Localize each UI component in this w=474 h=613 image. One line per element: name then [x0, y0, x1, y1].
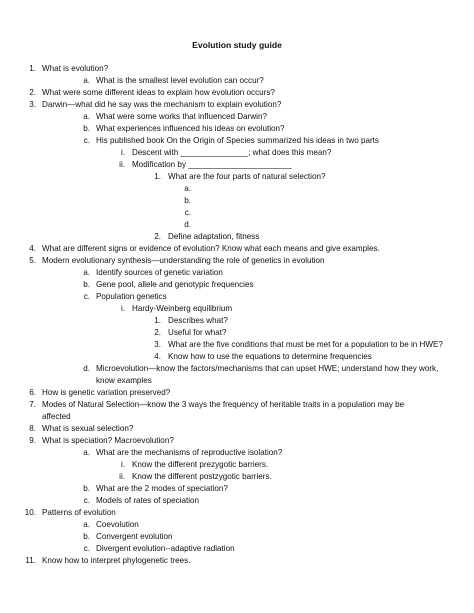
- item-marker: 4.: [154, 352, 161, 361]
- item-text: Modification by _______________________: [132, 160, 292, 169]
- item-marker: b.: [83, 532, 90, 541]
- item-text: What were some works that influenced Darwin?: [96, 112, 267, 121]
- item-marker: a.: [83, 76, 90, 85]
- item-text: What is sexual selection?: [42, 424, 134, 433]
- item-text: What were some different ideas to explain how evolution occurs?: [42, 88, 275, 97]
- item-text: Know the different postzygotic barriers.: [132, 472, 272, 481]
- item-text: Patterns of evolution: [42, 508, 116, 517]
- item-text: Describes what?: [168, 316, 228, 325]
- item-text: Modes of Natural Selection—know the 3 ways the frequency of heritable traits in a population may be: [42, 400, 405, 409]
- item-marker: c.: [184, 208, 191, 217]
- item-marker: c.: [83, 544, 90, 553]
- item-text: Models of rates of speciation: [96, 496, 200, 505]
- item-marker: b.: [83, 280, 90, 289]
- item-text: Microevolution—know the factors/mechanisms that can upset HWE; understand how they work,: [96, 364, 439, 373]
- item-marker: 7.: [29, 400, 36, 409]
- item-marker: i.: [120, 460, 125, 469]
- item-marker: 8.: [29, 424, 36, 433]
- item-text: Divergent evolution--adaptive radiation: [96, 544, 235, 553]
- item-marker: 4.: [29, 244, 36, 253]
- item-text: What experiences influenced his ideas on evolution?: [96, 124, 285, 133]
- item-marker: c.: [83, 496, 90, 505]
- item-marker: 2.: [154, 232, 161, 241]
- item-text: What is speciation? Macroevolution?: [42, 436, 174, 445]
- item-text: Know how to interpret phylogenetic trees.: [42, 556, 191, 565]
- item-marker: 5.: [29, 256, 36, 265]
- item-marker: c.: [83, 136, 90, 145]
- item-marker: 10.: [24, 508, 36, 517]
- item-text: What are the five conditions that must be met for a population to be in HWE?: [168, 340, 443, 349]
- item-text: Darwin—what did he say was the mechanism to explain evolution?: [42, 100, 282, 109]
- item-text: What are the four parts of natural selection?: [168, 172, 326, 181]
- item-text: Descent with _______________; what does this mean?: [132, 148, 332, 157]
- item-text: What is the smallest level evolution can occur?: [96, 76, 264, 85]
- item-text: Modern evolutionary synthesis—understanding the role of genetics in evolution: [42, 256, 325, 265]
- item-marker: 6.: [29, 388, 36, 397]
- item-marker: 1.: [29, 64, 36, 73]
- item-text: Convergent evolution: [96, 532, 173, 541]
- item-marker: 1.: [154, 172, 161, 181]
- item-marker: b.: [83, 484, 90, 493]
- item-marker: d.: [184, 220, 191, 229]
- item-marker: 1.: [154, 316, 161, 325]
- item-marker: 3.: [29, 100, 36, 109]
- item-marker: a.: [83, 268, 90, 277]
- item-marker: 9.: [29, 436, 36, 445]
- item-marker: i.: [120, 304, 125, 313]
- item-text: What are the mechanisms of reproductive isolation?: [96, 448, 283, 457]
- item-marker: 2.: [154, 328, 161, 337]
- item-text: What is evolution?: [42, 64, 109, 73]
- item-text: Know the different prezygotic barriers.: [132, 460, 269, 469]
- item-text: affected: [42, 412, 71, 421]
- item-marker: a.: [83, 448, 90, 457]
- item-marker: b.: [184, 196, 191, 205]
- item-marker: d.: [83, 364, 90, 373]
- item-text: Gene pool, allele and genotypic frequencies: [96, 280, 254, 289]
- item-marker: 2.: [29, 88, 36, 97]
- document-title: Evolution study guide: [192, 40, 282, 50]
- item-marker: ii.: [119, 160, 125, 169]
- item-text: What are the 2 modes of speciation?: [96, 484, 228, 493]
- item-text: Know how to use the equations to determine frequencies: [168, 352, 372, 361]
- item-text: know examples: [96, 376, 152, 385]
- item-text: Hardy-Weinberg equilibrium: [132, 304, 233, 313]
- item-marker: a.: [184, 184, 191, 193]
- item-text: Useful for what?: [168, 328, 227, 337]
- item-text: Identify sources of genetic variation: [96, 268, 223, 277]
- item-text: How is genetic variation preserved?: [42, 388, 171, 397]
- item-text: Coevolution: [96, 520, 139, 529]
- item-text: His published book On the Origin of Species summarized his ideas in two parts: [96, 136, 379, 145]
- item-text: Population genetics: [96, 292, 167, 301]
- item-text: Define adaptation, fitness: [168, 232, 260, 241]
- item-marker: b.: [83, 124, 90, 133]
- item-marker: ii.: [119, 472, 125, 481]
- item-marker: 3.: [154, 340, 161, 349]
- item-text: What are different signs or evidence of evolution? Know what each means and give examples.: [42, 244, 380, 253]
- item-marker: a.: [83, 520, 90, 529]
- item-marker: 11.: [25, 556, 36, 565]
- item-marker: a.: [83, 112, 90, 121]
- item-marker: i.: [120, 148, 125, 157]
- item-marker: c.: [83, 292, 90, 301]
